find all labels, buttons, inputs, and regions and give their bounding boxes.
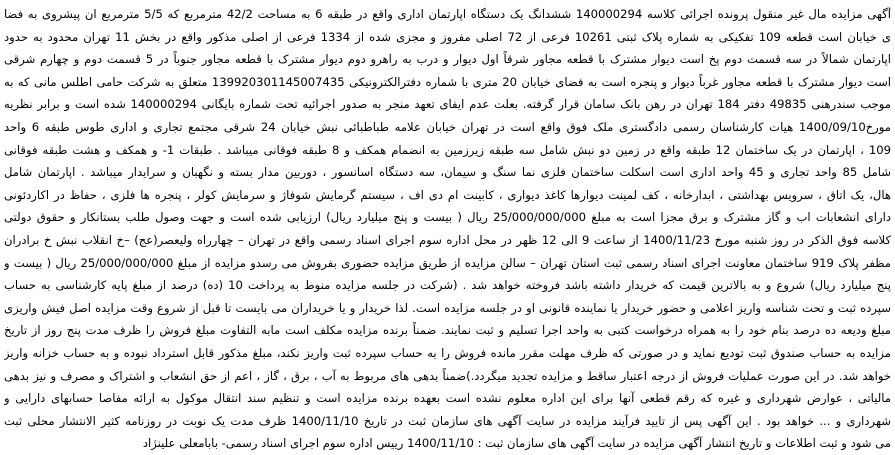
notice-line: سپرده ثبت و تحت شناسه واریز اعلامی و حضور خریدار یا نماینده قانونی او در جلسه مزایده است. لذا خریدار و یا خریداران می بایست تا قبل از شروع وقت مزایده اصل فیش واریزی bbox=[4, 300, 891, 315]
notice-line-signature: می شود و ثبت اطلاعات و تاریخ انتشار آگهی مزایده در سایت آگهی های سازمان ثبت : 1400/11/10 رییس اداره سوم اجرای اسناد رسمی- بابامعلی علینژاد bbox=[142, 436, 891, 451]
notice-line: شهرداری و ... خواهد بود . این آگهی پس از تایید فرآیند مزایده در سایت آگهی های سازمان ثبت در تاریخ 1400/11/10 ظرف مدت یک نوبت در روزنامه کثیر الانتشار محلی ثبت bbox=[4, 413, 891, 428]
notice-line: مزایده به حساب صندوق ثبت تودیع نماید و در صورتی که ظرف مهلت مقرر مانده فروش را به حساب سپرده ثبت واریز نکند، مبلغ مذکور قابل استرداد نبوده و به حساب خزانه واریز bbox=[4, 345, 891, 360]
notice-line: موجب سندرهنی 49835 دفتر 184 تهران در رهن بانک سامان قرار گرفته. بعلت عدم ایفای تعهد منجر به صدور اجرائیه تحت شماره بایگانی 140000294 شده است و برابر نظریه bbox=[4, 97, 891, 112]
notice-line: شامل 85 واحد تجاری و 45 واحد اداری است اسکلت ساختمان فلزی نما سنگ و سیمان، سه دستگاه اسانسور ، دوربین مدار بسته و نگهبان و سرایدار میباشد . اپارتمان شامل bbox=[4, 165, 891, 180]
notice-line: مورخ1400/09/10 هیات کارشناسان رسمی دادگستری ملک فوق واقع است در تهران خیابان علامه طباطبائی نبش خیابان 24 شرقی مجتمع تجاری و اداری طوس طبقه 6 واحد bbox=[4, 119, 891, 134]
notice-line: کلاسه فوق الذکر در روز شنبه مورخ 1400/11/23 از ساعت 9 الی 12 ظهر در محل اداره سوم اجرای اسناد رسمی واقع در تهران – چهارراه ولیعصر(عج) –خ انقلاب نبش خ برادران bbox=[4, 232, 891, 247]
notice-line: خواهد شد. در این صورت عملیات فروش از درجه اعتبار ساقط و مزایده تجدید میگردد.)ضمناً بدهی های مربوط به آب ، برق ، گاز ، اعم از حق انشعاب و اشتراک و مصرف و نیز بدهی bbox=[4, 368, 891, 383]
notice-line: 109 ، اپارتمان در یک ساختمان 12 طبقه واقع در زمین دو نبش شامل سه طبقه زیرزمین به انضمام همکف و 8 طبقه فوقانی میباشد . طبقات 1- و همکف و هشت طبقه فوقانی bbox=[4, 142, 891, 157]
notice-line: ی خیابان است قطعه 109 تفکیکی به شماره پلاک ثبتی 10261 فرعی از 72 اصلی مفروز و مجزی شده از 1334 فرعی از اصلی مذکور واقع در بخش 11 تهران محدود به حدود bbox=[4, 29, 891, 44]
notice-line: است دیوار مشترک با قطعه مجاور غرباً دیوار و پنجره است به فضای خیابان 20 متری با شماره دفترالکترونیکی 139920301145007435 متعلق به شرکت حامی اطلس مانی که به bbox=[4, 74, 891, 89]
notice-line: مالیاتی ، عوارض شهرداری و غیره که رقم قطعی آنها برای این اداره معلوم نشده است بعهده برنده مزایده است و تنظیم سند انتقال موکول به ارائه مفاصا حسابهای دارایی و bbox=[4, 391, 891, 406]
notice-line: دارای انشعابات اب و گاز مشترک و برق مجزا است به مبلغ 25/000/000/000 ریال ( بیست و پنج میلیارد ریال) ارزیابی شده است و جهت وصول طلب بستانکار و حقوق دولتی bbox=[4, 210, 891, 225]
notice-line: مظفر پلاک 919 ساختمان معاونت اجرای اسناد رسمی ثبت استان تهران – سالن مزایده از طریق مزایده حضوری بفروش می رسدو مزایده از مبلغ 25/000/000/000 ریال ( بیست و bbox=[4, 255, 891, 270]
notice-line: اپارتمان شمالاً در سه قسمت دوم پخ است دیوار مشترک با قطعه مجاور شرقاً اول دیوار و درب به راهرو دوم دیوار مشترک با قطعه مجاور جنوباً در 5 قسمت دوم و چهارم شرقی bbox=[4, 52, 891, 67]
notice-line: مبلغ ودیعه ده درصد بنام خود را به همراه درخواست کتبی به واحد اجرا تسلیم و ثبت نمایند. ضمناً برنده مزایده مکلف است مابه التفاوت مبلغ فروش را ظرف مدت پنج روز از تاریخ bbox=[4, 323, 891, 338]
notice-line: هال، یک اتاق ، سرویس بهداشتی ، ابدارخانه ، کف لمینت دیوارها کاغذ دیواری ، کابینت ام دی اف ، سیستم گرمایش شوفاژ و سرمایش کولر ، پنجره ها فلزی ، حفاظ در اکاردئونی bbox=[4, 187, 891, 202]
notice-line: پنج میلیارد ریال) شروع و به بالاترین قیمت که خریدار داشته باشد فروخته خواهد شد . (شرکت در جلسه مزایده منوط به پرداخت 10 (ده) درصد از مبلغ پایه کارشناسی به حساب bbox=[4, 278, 891, 293]
notice-line: آگهی مزایده مال غیر منقول پرونده اجرائی کلاسه 140000294 ششدانگ یک دستگاه اپارتمان اداری واقع در طبقه 6 به مساحت 42/2 مترمربع که 5/5 مترمربع ان پیشروی به فضا bbox=[4, 7, 891, 21]
